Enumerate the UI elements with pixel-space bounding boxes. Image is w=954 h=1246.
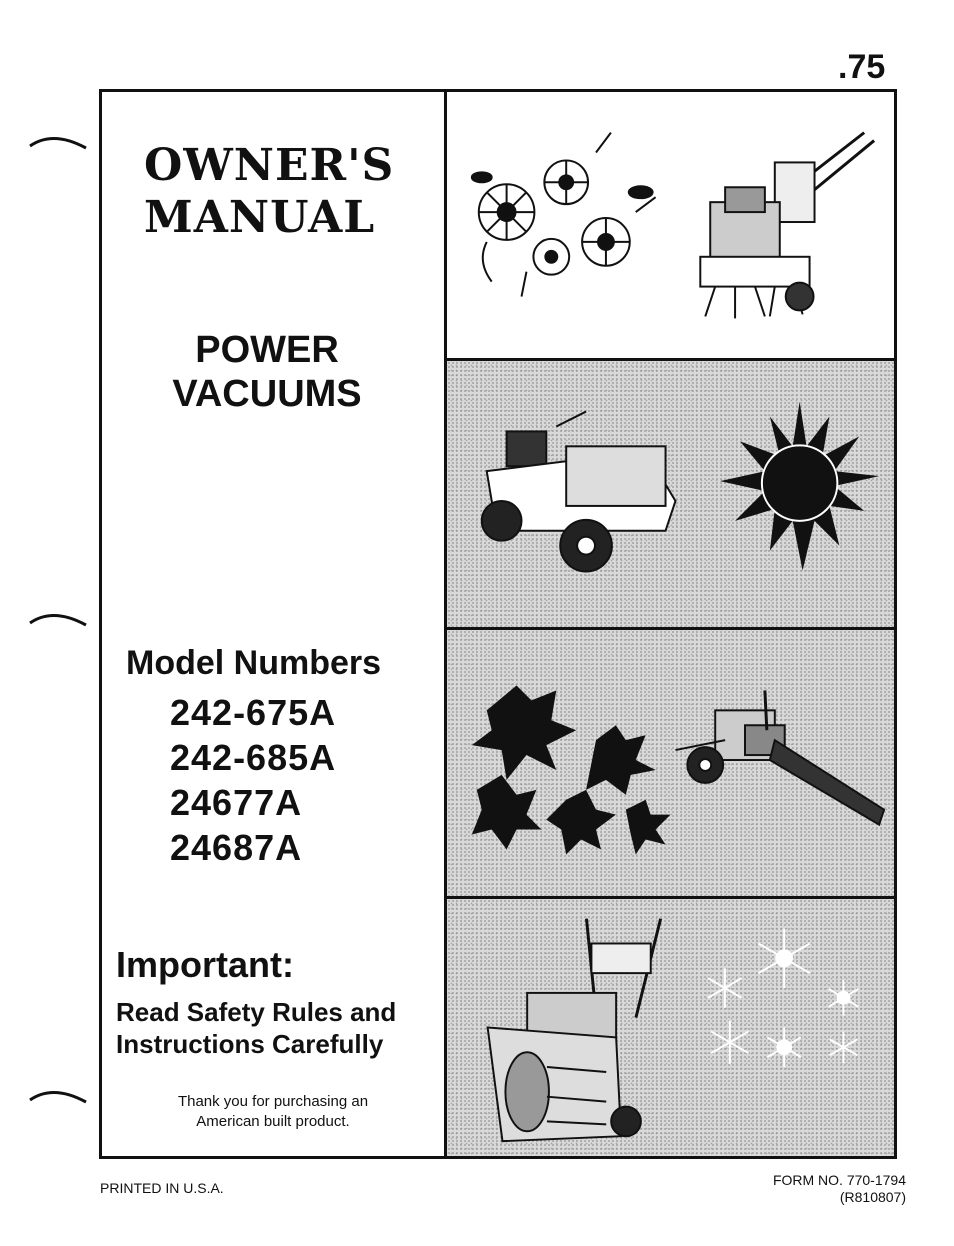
flower-icon xyxy=(479,184,535,240)
summer-panel xyxy=(447,361,894,630)
leaves-splitter-illustration xyxy=(447,630,894,896)
snowthrower-snowflakes-illustration xyxy=(447,899,894,1156)
flower-icon xyxy=(582,218,630,266)
cover-text-column xyxy=(102,92,447,1156)
cover-frame xyxy=(99,89,897,1159)
tiller-icon xyxy=(700,133,874,319)
binding-mark xyxy=(28,605,88,635)
important-heading: Important: xyxy=(116,944,294,985)
sun-icon xyxy=(720,402,879,571)
model-numbers-heading: Model Numbers xyxy=(126,644,382,682)
fall-panel xyxy=(447,630,894,899)
binding-mark xyxy=(28,1082,88,1112)
printed-in: PRINTED IN U.S.A. xyxy=(100,1180,224,1196)
spring-panel xyxy=(447,92,894,361)
leaf-icon xyxy=(472,686,671,855)
tractor-sun-illustration xyxy=(447,361,894,627)
form-number: FORM NO. 770-1794 (R810807) xyxy=(772,1172,906,1205)
model-number-list xyxy=(170,690,336,870)
season-illustrations xyxy=(447,92,894,1156)
thank-you-note: Thank you for purchasing an American built product. xyxy=(177,1093,369,1130)
winter-panel xyxy=(447,899,894,1156)
manual-title: OWNER'S MANUAL xyxy=(144,140,395,243)
binding-mark xyxy=(28,128,88,158)
safety-notice: Read Safety Rules and Instructions Carefully xyxy=(116,997,397,1059)
riding-mower-icon xyxy=(482,412,676,572)
log-splitter-icon xyxy=(675,690,884,824)
flower-icon xyxy=(533,239,569,275)
flowers-tiller-illustration xyxy=(447,92,894,358)
snow-thrower-icon xyxy=(488,919,661,1141)
product-subject: POWER VACUUMS xyxy=(172,329,362,415)
price: .75 xyxy=(838,48,886,86)
model-number: 242-685A xyxy=(170,737,337,778)
snowflake-icon xyxy=(708,929,858,1067)
model-number: 242-675A xyxy=(170,692,337,733)
flower-icon xyxy=(544,160,588,204)
model-number: 24677A xyxy=(170,782,303,823)
model-number: 24687A xyxy=(170,827,303,868)
